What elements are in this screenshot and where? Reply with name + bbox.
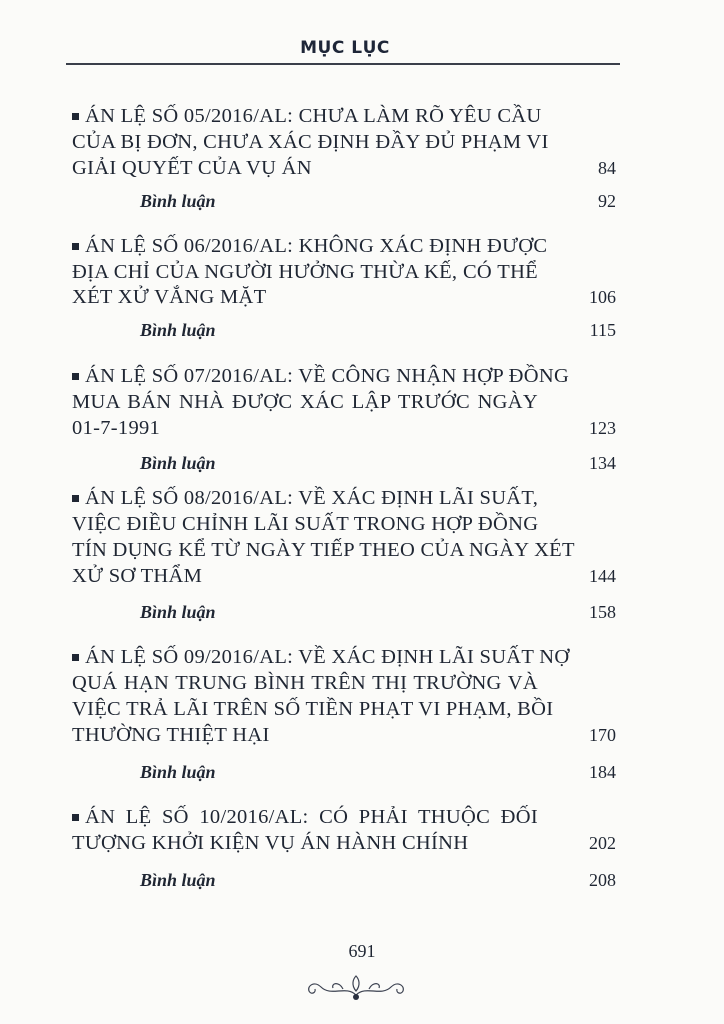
commentary-page-number: 115 [589, 320, 616, 340]
toc-entry-line [72, 563, 538, 589]
toc-entry-line [72, 233, 548, 259]
toc-entry-line [72, 804, 538, 830]
toc-entry-line [72, 415, 538, 441]
toc-entry-line [72, 830, 538, 856]
toc-page-number: 123 [589, 418, 616, 438]
toc-entry-line [72, 389, 538, 415]
commentary-label: Bình luận [140, 191, 216, 211]
toc-entry-text: ĐỊA CHỈ CỦA NGƯỜI HƯỞNG THỪA KẾ, CÓ THỂ [72, 261, 538, 283]
toc-entry-line [72, 129, 549, 155]
toc-entry-text: MUA BÁN NHÀ ĐƯỢC XÁC LẬP TRƯỚC NGÀY [72, 391, 538, 413]
commentary-label: Bình luận [140, 453, 216, 473]
toc-page-number: 84 [598, 158, 616, 178]
toc-entry-line [72, 722, 538, 748]
toc-entry-text: VIỆC TRẢ LÃI TRÊN SỐ TIỀN PHẠT VI PHẠM, BỒI [72, 698, 554, 720]
commentary-label: Bình luận [140, 870, 216, 890]
toc-entry-line [72, 284, 538, 310]
toc-entry-line [72, 155, 538, 181]
commentary-page-number: 134 [589, 453, 616, 473]
square-bullet-icon [72, 113, 79, 120]
toc-entry-text: 01-7-1991 [72, 417, 161, 439]
toc-entry-text: QUÁ HẠN TRUNG BÌNH TRÊN THỊ TRƯỜNG VÀ [72, 672, 538, 694]
commentary-label: Bình luận [140, 762, 216, 782]
toc-page-number: 202 [589, 833, 616, 853]
toc-entry-text: ÁN LỆ SỐ 08/2016/AL: VỀ XÁC ĐỊNH LÃI SUẤT, [85, 487, 539, 509]
square-bullet-icon [72, 814, 79, 821]
toc-entry-text: CỦA BỊ ĐƠN, CHƯA XÁC ĐỊNH ĐẦY ĐỦ PHẠM VI [72, 131, 549, 153]
toc-entry-text: ÁN LỆ SỐ 05/2016/AL: CHƯA LÀM RÕ YÊU CẦU [85, 105, 542, 127]
toc-entry-line [72, 103, 542, 129]
toc-page-number: 106 [589, 287, 616, 307]
toc-entry-line [72, 511, 538, 537]
toc-page-number: 144 [589, 566, 616, 586]
toc-entry-text: ÁN LỆ SỐ 06/2016/AL: KHÔNG XÁC ĐỊNH ĐƯỢC [85, 235, 548, 257]
toc-entry-text: XỬ SƠ THẨM [72, 565, 203, 587]
toc-entry-text: TÍN DỤNG KỂ TỪ NGÀY TIẾP THEO CỦA NGÀY XÉT [72, 539, 575, 561]
toc-entry-line [72, 363, 570, 389]
toc-entry-text: VIỆC ĐIỀU CHỈNH LÃI SUẤT TRONG HỢP ĐỒNG [72, 513, 539, 535]
toc-entry-line [72, 644, 570, 670]
commentary-page-number: 208 [589, 870, 616, 890]
toc-entry-text: ÁN LỆ SỐ 09/2016/AL: VỀ XÁC ĐỊNH LÃI SUẤT NỢ [85, 646, 570, 668]
toc-entry-line [72, 537, 575, 563]
toc-entry-text: XÉT XỬ VẮNG MẶT [72, 286, 267, 308]
toc-entry-text: TƯỢNG KHỞI KIỆN VỤ ÁN HÀNH CHÍNH [72, 832, 469, 854]
page-title: MỤC LỤC [300, 38, 390, 58]
toc-page-number: 170 [589, 725, 616, 745]
toc-entry-text: ÁN LỆ SỐ 10/2016/AL: CÓ PHẢI THUỘC ĐỐI [85, 806, 538, 828]
commentary-label: Bình luận [140, 320, 216, 340]
toc-entry-text: THƯỜNG THIỆT HẠI [72, 724, 270, 746]
square-bullet-icon [72, 495, 79, 502]
commentary-page-number: 158 [589, 602, 616, 622]
toc-entry-line [72, 696, 554, 722]
title-rule [66, 63, 620, 65]
square-bullet-icon [72, 373, 79, 380]
commentary-label: Bình luận [140, 602, 216, 622]
toc-entry-text: ÁN LỆ SỐ 07/2016/AL: VỀ CÔNG NHẬN HỢP ĐỒNG [85, 365, 570, 387]
toc-entry-line [72, 259, 538, 285]
folio-page-number: 691 [348, 941, 376, 961]
toc-entry-text: GIẢI QUYẾT CỦA VỤ ÁN [72, 157, 312, 179]
toc-entry-line [72, 670, 538, 696]
square-bullet-icon [72, 654, 79, 661]
toc-entry-line [72, 485, 538, 511]
commentary-page-number: 92 [598, 191, 616, 211]
floral-ornament-icon [301, 975, 411, 1001]
square-bullet-icon [72, 243, 79, 250]
commentary-page-number: 184 [589, 762, 616, 782]
